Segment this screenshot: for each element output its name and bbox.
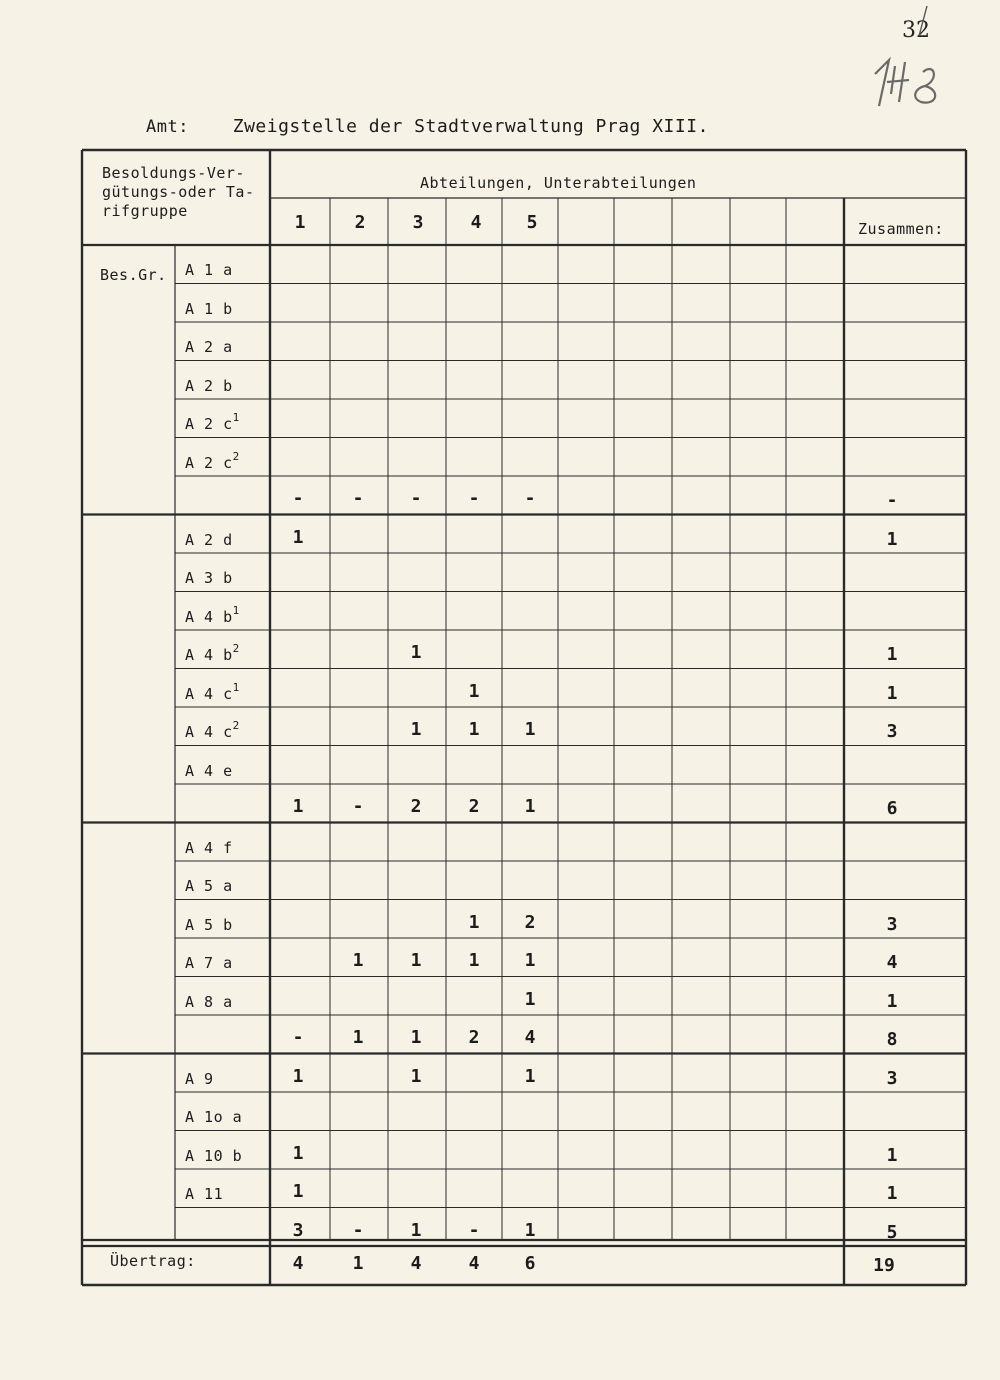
grade-label: A 1 a xyxy=(185,261,233,279)
cell-value: 1 xyxy=(292,796,304,817)
grade-label: A 1o a xyxy=(185,1108,243,1126)
cell-value: 2 xyxy=(468,1027,480,1048)
cell-value: - xyxy=(410,488,422,509)
cell-value: - xyxy=(292,488,304,509)
cell-value: 1 xyxy=(524,719,536,740)
grade-label: A 5 a xyxy=(185,877,233,895)
cell-value: - xyxy=(524,488,536,509)
grade-label: A 4 e xyxy=(185,761,233,780)
department-number: 2 xyxy=(354,212,366,233)
departments-heading: Abteilungen, Unterabteilungen xyxy=(420,174,697,192)
cell-value: 1 xyxy=(410,950,422,971)
department-number: 5 xyxy=(526,212,538,233)
cell-value: 1 xyxy=(292,1142,304,1164)
grade-label: A 2 $c^2$ xyxy=(185,449,240,472)
grade-label: A 9 xyxy=(185,1069,214,1088)
total-heading: Zusammen: xyxy=(858,220,944,238)
cell-value: 4 xyxy=(524,1027,536,1048)
grade-label: A 4 $c^2$ xyxy=(185,719,240,741)
grade-label: A 4 $b^1$ xyxy=(185,603,240,626)
page-number: 32 xyxy=(902,18,930,43)
carry-over-label: Übertrag: xyxy=(110,1252,196,1270)
pay-group-label: Bes.Gr. xyxy=(100,266,167,284)
group-column-heading: gütungs-oder Ta- xyxy=(102,183,255,201)
grade-superscript: 1 xyxy=(232,411,240,424)
department-number: 3 xyxy=(412,212,424,233)
cell-value: 1 xyxy=(468,911,480,933)
carry-over-value: 4 xyxy=(468,1253,480,1274)
cell-value: 1 xyxy=(524,950,536,971)
cell-value: 1 xyxy=(468,719,480,740)
cell-value: - xyxy=(352,796,364,817)
group-column-heading: rifgruppe xyxy=(102,202,188,220)
grade-label: A 8 a xyxy=(185,992,233,1011)
grade-label: A 4 $b^2$ xyxy=(185,642,240,664)
cell-value: - xyxy=(352,1219,364,1241)
cell-value: 1 xyxy=(292,1181,304,1202)
grade-superscript: 1 xyxy=(232,603,240,617)
cell-value: 1 xyxy=(410,1065,422,1087)
row-total: 1 xyxy=(886,1183,898,1204)
row-total: 1 xyxy=(886,528,898,550)
cell-value: 1 xyxy=(468,680,480,702)
cell-value: 1 xyxy=(292,1065,304,1087)
grade-superscript: 1 xyxy=(232,680,240,694)
grade-label: A 2 b xyxy=(185,376,233,395)
row-total: 3 xyxy=(886,1067,898,1089)
grade-label: A 5 b xyxy=(185,915,233,934)
grade-label: A 7 a xyxy=(185,954,233,972)
carry-over-value: 1 xyxy=(352,1253,364,1274)
cell-value: 1 xyxy=(524,988,536,1010)
grade-label: A 4 $c^1$ xyxy=(185,680,240,703)
carry-over-total: 19 xyxy=(873,1255,895,1276)
grade-superscript: 2 xyxy=(232,449,240,463)
row-total: 6 xyxy=(886,798,898,819)
cell-value: 1 xyxy=(410,719,422,740)
cell-value: 1 xyxy=(292,526,304,548)
grade-label: A 4 f xyxy=(185,838,233,857)
department-number: 1 xyxy=(294,212,306,233)
cell-value: 2 xyxy=(524,911,536,933)
cell-value: - xyxy=(468,488,480,509)
row-total: 5 xyxy=(886,1221,898,1243)
office-label: Amt: xyxy=(146,117,189,137)
row-total: 8 xyxy=(886,1029,898,1050)
cell-value: 1 xyxy=(352,950,364,971)
grade-label: A 3 b xyxy=(185,569,233,587)
cell-value: 2 xyxy=(468,796,480,817)
cell-value: 2 xyxy=(410,796,422,817)
grade-label: A 2 $c^1$ xyxy=(185,411,240,433)
row-total: 1 xyxy=(886,1144,898,1166)
cell-value: 1 xyxy=(410,1219,422,1241)
cell-value: 1 xyxy=(524,1219,536,1241)
cell-value: - xyxy=(352,488,364,509)
grade-label: A 1 b xyxy=(185,299,233,318)
carry-over-value: 4 xyxy=(410,1253,422,1274)
row-total: - xyxy=(886,490,898,511)
cell-value: 1 xyxy=(524,796,536,817)
grade-label: A 2 d xyxy=(185,530,233,549)
carry-over-value: 4 xyxy=(292,1253,304,1274)
cell-value: - xyxy=(292,1027,304,1048)
row-total: 4 xyxy=(886,952,898,973)
row-total: 3 xyxy=(886,721,898,742)
grade-label: A 2 a xyxy=(185,338,233,356)
grade-label: A 10 b xyxy=(185,1146,243,1165)
grade-superscript: 2 xyxy=(232,719,240,732)
cell-value: 1 xyxy=(468,950,480,971)
cell-value: 1 xyxy=(410,642,422,663)
cell-value: 1 xyxy=(352,1027,364,1048)
cell-value: 1 xyxy=(410,1027,422,1048)
row-total: 1 xyxy=(886,682,898,704)
group-column-heading: Besoldungs-Ver- xyxy=(102,164,245,182)
cell-value: 1 xyxy=(524,1065,536,1087)
cell-value: - xyxy=(468,1219,480,1241)
row-total: 1 xyxy=(886,990,898,1012)
department-number: 4 xyxy=(470,212,482,233)
cell-value: 3 xyxy=(292,1219,304,1241)
grade-label: A 11 xyxy=(185,1185,224,1203)
office-value: Zweigstelle der Stadtverwaltung Prag XIII. xyxy=(232,116,709,137)
carry-over-value: 6 xyxy=(524,1253,536,1274)
grade-superscript: 2 xyxy=(232,642,240,655)
row-total: 3 xyxy=(886,913,898,935)
row-total: 1 xyxy=(886,644,898,665)
